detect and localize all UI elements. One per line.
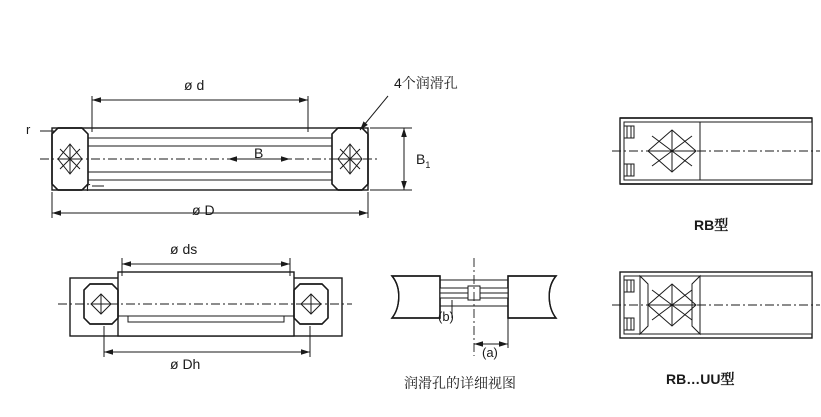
rb-type-geometry — [612, 118, 820, 184]
label-r-left: r — [26, 122, 31, 137]
caption-rb-uu-type: RB…UU型 — [666, 371, 735, 387]
label-B: B — [254, 145, 264, 161]
main-section-geometry — [40, 96, 412, 218]
label-B1-base: B — [416, 151, 426, 167]
label-lubrication-holes: 4个润滑孔 — [394, 75, 458, 91]
caption-rb-type: RB型 — [694, 217, 729, 233]
bottom-section-geometry — [58, 258, 352, 357]
label-detail-a: (a) — [482, 345, 498, 360]
label-phi-ds: ø ds — [170, 241, 198, 257]
label-B1 — [416, 152, 430, 170]
label-detail-b: (b) — [438, 309, 454, 324]
rb-uu-type-geometry — [612, 272, 820, 338]
label-phi-d: ø d — [184, 77, 205, 93]
label-phi-Dh: ø Dh — [170, 356, 201, 372]
label-r-inner: r — [86, 179, 91, 194]
label-B1-sub: 1 — [425, 159, 431, 170]
caption-detail-view: 润滑孔的详细视图 — [404, 375, 516, 391]
label-phi-D: ø D — [192, 202, 215, 218]
detail-view-geometry — [392, 258, 556, 356]
